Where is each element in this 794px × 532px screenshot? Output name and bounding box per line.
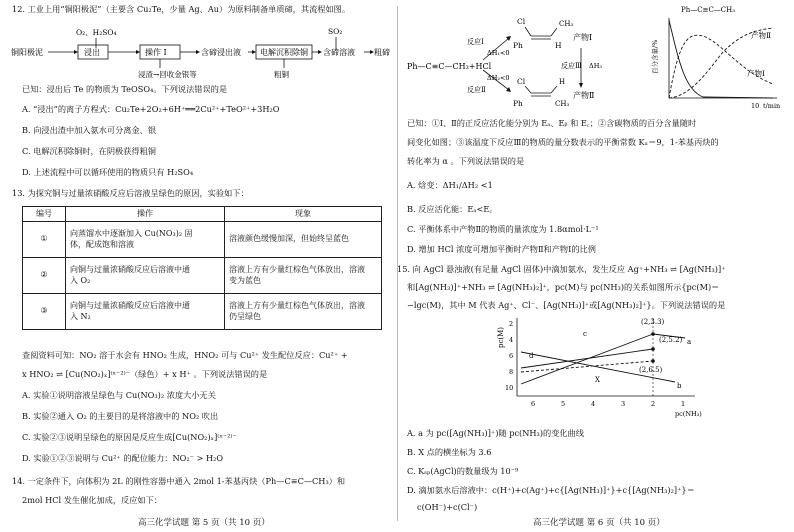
scheme-r3: 反应Ⅲ (561, 62, 582, 70)
chart2-label-a: a (687, 338, 692, 346)
chart2-point-2: (2,5.2) (659, 336, 683, 344)
svg-text:Cl: Cl (517, 77, 526, 86)
table-row (23, 221, 382, 257)
flow-box1: 浸出 (84, 48, 100, 57)
left-page (10, 0, 390, 532)
flow-box3: 电解沉积除铜 (260, 48, 308, 57)
q15-option-a: A. a 为 pc([Ag(NH₃)]⁺)随 pc(NH₃)的变化曲线 (407, 428, 584, 438)
q14-option-a: A. 焓变：ΔH₁/ΔH₂ <1 (407, 180, 493, 190)
svg-text:H: H (559, 78, 566, 86)
flow-below2: 粗铜 (274, 70, 289, 79)
op-line: 向蒸馏水中逐渐加入 Cu(NO₃)₂ 固 (70, 228, 193, 238)
flow-reagent-top: O₂、H₂SO₄ (76, 28, 117, 37)
table-cell-op (66, 221, 225, 257)
q15-option-c: C. Kₛₚ(AgCl)的数量级为 10⁻⁹ (407, 466, 519, 476)
q12-option-c: C. 电解沉积除铜时，在阴极获得粗铜 (22, 146, 156, 156)
q14-option-d: D. 增加 HCl 浓度可增加平衡时产物Ⅱ和产物Ⅰ的比例 (407, 244, 596, 254)
q15-line2: 和[Ag(NH₃)]⁺+NH₃ ⇌ [Ag(NH₃)₂]⁺，pc(M)与 pc(NH₃)的关系如图所示{pc(M)＝ (407, 282, 720, 292)
ph-line: 溶液上方有少量红棕色气体放出，溶液 (229, 300, 365, 310)
q13-option-b: B. 实验②通入 O₂ 的主要目的是将溶液中的 NO₂ 吹出 (22, 411, 219, 421)
chart2-ylabel: pc(M) (497, 326, 505, 348)
op-line: 入 N₂ (70, 312, 91, 322)
q12-option-b: B. 向浸出渣中加入氨水可分离金、银 (22, 125, 157, 135)
chart2-point-1: (2,3.3) (641, 318, 665, 326)
chart2-label-d: d (529, 352, 534, 360)
table-cell-phenomenon (225, 293, 382, 329)
flow-start: 铜阳极泥 (11, 48, 43, 57)
line-d (521, 361, 653, 372)
flow-mid1: 含碲浸出液 (201, 48, 241, 57)
table-cell-op (66, 257, 225, 293)
table-row (23, 257, 382, 293)
q12-option-d: D. 上述流程中可以循环使用的物质只有 H₂SO₄ (22, 167, 194, 177)
chart2-ytick: 4 (509, 336, 514, 344)
svg-text:CH₃: CH₃ (555, 100, 570, 108)
chart2-xtick: 4 (591, 400, 596, 408)
table-header-id: 编号 (23, 207, 66, 222)
chart1-xlabel: t/min (763, 102, 781, 110)
q15-line1: 15. 向 AgCl 悬浊液(有足量 AgCl 固体)中滴加氨水，发生反应 Ag⁺+NH₃ ⇌ [Ag(NH₃)]⁺ (397, 264, 726, 274)
q13-option-d: D. 实验①②③说明与 Cu²⁺ 的配位能力：NO₂⁻ > H₂O (22, 453, 224, 463)
chart2-ytick: 10 (505, 384, 514, 392)
scheme-r3dh: ΔH₃ (589, 62, 602, 70)
chart2-point-3: (2,6.5) (639, 366, 663, 374)
table-cell-id: ② (23, 257, 66, 293)
right-page (397, 0, 785, 532)
q15-line3: −lgc(M)，其中 M 代表 Ag⁺、Cl⁻、[Ag(NH₃)]⁺或[Ag(NH₃)₂]⁺}。下列说法错误的是 (407, 300, 726, 310)
ph-line: 溶液上方有少量红棕色气体放出，溶液 (229, 264, 365, 274)
chart1-ylabel: 百分含量/% (651, 39, 659, 74)
q14-line2: 2mol HCl 发生催化加成，反应如下： (22, 495, 162, 505)
chart2-label-b: b (677, 382, 682, 390)
q14-known-2: 间变化如图；③该温度下反应Ⅲ的物质的量分数表示的平衡常数 Kₓ＝9，1-苯基丙炔的 (407, 137, 719, 147)
footer-right: 高三化学试题 第 6 页（共 10 页） (533, 517, 665, 528)
flow-box2: 操作 Ⅰ (145, 48, 167, 57)
table-cell-id: ③ (23, 293, 66, 329)
chart1-curve1: 产物Ⅱ (751, 31, 772, 40)
chart2-xtick: 5 (561, 400, 566, 408)
table-cell-id: ① (23, 221, 66, 257)
svg-text:Ph: Ph (513, 41, 523, 50)
chart2-label-x: X (595, 376, 600, 384)
q14-option-c: C. 平衡体系中产物Ⅱ的物质的量浓度为 1.8αmol·L⁻¹ (407, 224, 599, 234)
pcm-chart (495, 312, 715, 422)
q13-stem: 13. 为探究铜与过量浓硝酸反应后溶液呈绿色的原因，实验如下： (12, 188, 249, 198)
q12-option-a: A. “浸出”的离子方程式：Cu₂Te+2O₂+6H⁺══2Cu²⁺+TeO²⁺+3H₂O (22, 104, 280, 114)
svg-text:Cl: Cl (517, 17, 526, 26)
q14-line1: 14. 一定条件下，向体积为 2L 的刚性容器中通入 2mol 1-苯基丙炔（Ph—C≡C—CH₃）和 (12, 476, 346, 486)
q14-option-b: B. 反应活化能：Eₐ<E꜀ (407, 204, 493, 214)
chart2-xlabel: pc(NH₃) (675, 410, 702, 418)
op-line: 向铜与过量浓硝酸反应后溶液中通 (70, 264, 190, 274)
scheme-r1dh: ΔH₁<0 (487, 49, 510, 57)
q12-note: 已知：浸出后 Te 的物质为 TeOSO₄。下列说法错误的是 (22, 84, 228, 94)
q14-known-3: 转化率为 α 。下列说法错误的是 (407, 156, 525, 166)
chart2-xtick: 3 (621, 400, 626, 408)
q13-experiment-table (22, 206, 382, 330)
curve-product-1 (669, 35, 773, 98)
reaction-scheme (405, 2, 655, 112)
scheme-p1: 产物Ⅰ (573, 33, 593, 42)
scheme-r2dh: ΔH₂<0 (487, 74, 510, 82)
q13-info-line2: x HNO₂ ⇌ [Cu(NO₂)ₓ]⁽ˣ⁻²⁾⁻（绿色）+ x H⁺ 。下列说法错误的是 (22, 369, 268, 379)
line-a (521, 334, 653, 384)
q15-option-d-cont: c(OH⁻)+c(Cl⁻) (417, 502, 478, 512)
q14-known-1: 已知：①Ⅰ、Ⅱ的正反应活化能分别为 Eₐ、Eᵦ 和 E꜀；②含碳物质的百分含量随时 (407, 118, 697, 128)
table-header-phenomenon: 现象 (225, 207, 382, 222)
footer-left: 高三化学试题 第 5 页（共 10 页） (138, 517, 270, 528)
scheme-r2: 反应Ⅱ (467, 86, 486, 94)
table-cell-phenomenon: 溶液颜色缓慢加深，但始终呈蓝色 (225, 221, 382, 257)
chart2-xtick: 6 (531, 400, 536, 408)
chart2-label-c: c (583, 330, 587, 338)
q12-flow-diagram (10, 24, 390, 82)
chart1-curve2: 产物Ⅰ (747, 69, 765, 78)
q15-option-b: B. X 点的横坐标为 3.6 (407, 447, 492, 457)
chart2-xtick: 2 (651, 400, 656, 408)
svg-text:H: H (555, 41, 562, 50)
table-cell-phenomenon (225, 257, 382, 293)
table-header-op: 操作 (66, 207, 225, 222)
chart1-top-label: Ph—C≡C—CH₃ (681, 6, 736, 14)
table-row (23, 293, 382, 329)
ph-line: 仍呈绿色 (229, 312, 261, 322)
q13-info-line1: 查阅资料可知：NO₂ 溶于水会有 HNO₂ 生成，HNO₂ 可与 Cu²⁺ 发生配位反应：Cu²⁺ + (22, 350, 348, 360)
op-line: 入 O₂ (70, 276, 91, 286)
chart2-ytick: 8 (509, 368, 514, 376)
chart2-xtick: 1 (681, 400, 686, 408)
table-cell-op (66, 293, 225, 329)
chart1-xtick-last: 10 (751, 102, 760, 110)
chart2-ytick: 6 (509, 352, 514, 360)
chart2-ytick: 2 (509, 320, 514, 328)
content-time-chart (651, 2, 785, 112)
ph-line: 变为蓝色 (229, 276, 261, 286)
flow-so2: SO₂ (328, 27, 343, 36)
q15-option-d: D. 滴加氨水后溶液中：c(H⁺)+c(Ag⁺)+c{[Ag(NH₃)]⁺}+c{[Ag(NH₃)₂]⁺}＝ (407, 485, 695, 495)
scheme-p2: 产物Ⅱ (573, 91, 595, 100)
op-line: 向铜与过量浓硝酸反应后溶液中通 (70, 300, 190, 310)
scheme-reactant: Ph—C≡C—CH₃+HCl (407, 62, 492, 71)
svg-text:Ph: Ph (513, 99, 523, 108)
flow-end: 粗碲 (374, 48, 390, 57)
q13-option-a: A. 实验①说明溶液呈绿色与 Cu(NO₃)₂ 浓度大小无关 (22, 390, 216, 400)
op-line: 体，配成饱和溶液 (70, 240, 134, 250)
flow-mid2: 含碲溶液 (323, 48, 355, 57)
scheme-r1: 反应Ⅰ (467, 38, 484, 46)
q13-option-c: C. 实验②③说明呈绿色的原因是反应生成[Cu(NO₂)ₓ]⁽ˣ⁻²⁾⁻ (22, 432, 237, 442)
flow-below1: 浸渣→回收金银等 (138, 70, 197, 79)
q12-stem: 12. 工业上用“铜阳极泥”（主要含 Cu₂Te，少量 Ag、Au）为原料制备单质碲，其流程如图。 (12, 4, 351, 14)
svg-text:CH₃: CH₃ (559, 20, 574, 28)
